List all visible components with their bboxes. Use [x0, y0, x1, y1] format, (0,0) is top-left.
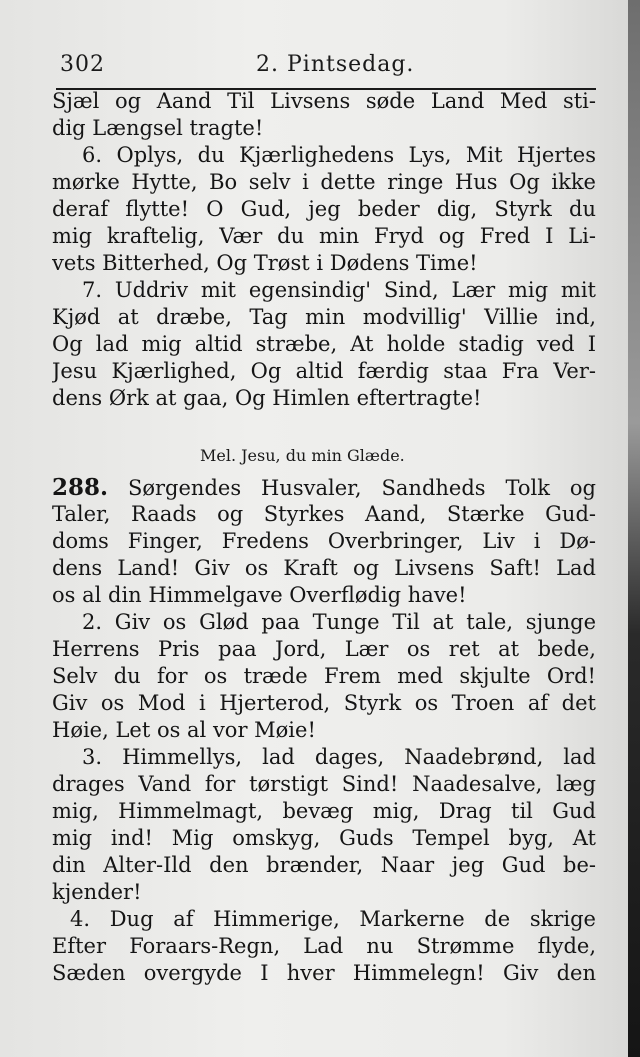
hymn-number: 288. [52, 474, 109, 501]
text-line: Sjæl og Aand Til Livsens søde Land Med stі- [52, 89, 596, 113]
book-edge [628, 0, 640, 1057]
text-line: drages Vand for tørstigt Sind! Naadesalve, læg [52, 772, 596, 796]
running-title: 2. Pintsedag. [256, 52, 415, 77]
text-line: dig Længsel tragte! [52, 116, 264, 140]
text-line: Jesu Kjærlighed, Og altid færdig staa Fra Ver- [52, 359, 596, 383]
text-line: os al din Himmelgave Overflødig have! [52, 583, 467, 607]
text-line: mig, Himmelmagt, bevæg mig, Drag til Gud [52, 799, 596, 823]
text-line: deraf flytte! O Gud, jeg beder dig, Styrk du [52, 197, 596, 221]
text-line: dens Land! Giv os Kraft og Livsens Saft! Lad [52, 556, 596, 580]
hymn-first-line-text: Sørgendes Husvaler, Sandheds Tolk og [127, 476, 596, 500]
text-line: kjender! [52, 880, 142, 904]
text-line: din Alter-Ild den brænder, Naar jeg Gud be- [52, 853, 596, 877]
text-line: mig kraftelig, Vær du min Fryd og Fred I Li- [52, 224, 596, 248]
text-line: Kjød at dræbe, Tag min modvillig' Villie ind, [52, 305, 596, 329]
hymn-continuation [52, 88, 596, 412]
text-line: Giv os Mod i Hjerterod, Styrk os Troen af det [52, 691, 596, 715]
verse-line: 4. Dug af Himmerige, Markerne de skrige [70, 907, 596, 931]
verse-line: 3. Himmellys, lad dages, Naadebrønd, lad [82, 745, 596, 769]
text-line: doms Finger, Fredens Overbringer, Liv i Dø- [52, 529, 596, 553]
text-line: Selv du for os træde Frem med skjulte Ord! [52, 664, 596, 688]
page-number: 302 [60, 52, 105, 77]
text-line: dens Ørk at gaa, Og Himlen eftertragte! [52, 386, 482, 410]
hymn-288 [52, 474, 596, 987]
hymn-first-line [52, 474, 596, 501]
text-line: mig ind! Mig omskyg, Guds Tempel byg, At [52, 826, 596, 850]
melody-indication: Mel. Jesu, du min Glæde. [200, 446, 405, 465]
verse-line: 7. Uddriv mit egensindig' Sind, Lær mig mit [82, 278, 596, 302]
text-line: Taler, Raads og Styrkes Aand, Stærke Gud- [52, 502, 596, 526]
text-line: mørke Hytte, Bo selv i dette ringe Hus Og ikke [52, 170, 596, 194]
text-line: Høie, Let os al vor Møie! [52, 718, 316, 742]
page-header [56, 48, 596, 90]
text-line: Og lad mig altid stræbe, At holde stadig ved I [52, 332, 596, 356]
text-line: vets Bitterhed, Og Trøst i Dødens Time! [52, 251, 478, 275]
text-line: Herrens Pris paa Jord, Lær os ret at bede, [52, 637, 596, 661]
verse-line: 6. Oplys, du Kjærlighedens Lys, Mit Hjertes [82, 143, 596, 167]
text-line: Sæden overgyde I hver Himmelegn! Giv den [52, 961, 596, 985]
text-line: Efter Foraars-Regn, Lad nu Strømme flyde, [52, 934, 596, 958]
verse-line: 2. Giv os Glød paa Tunge Til at tale, sjunge [82, 610, 596, 634]
